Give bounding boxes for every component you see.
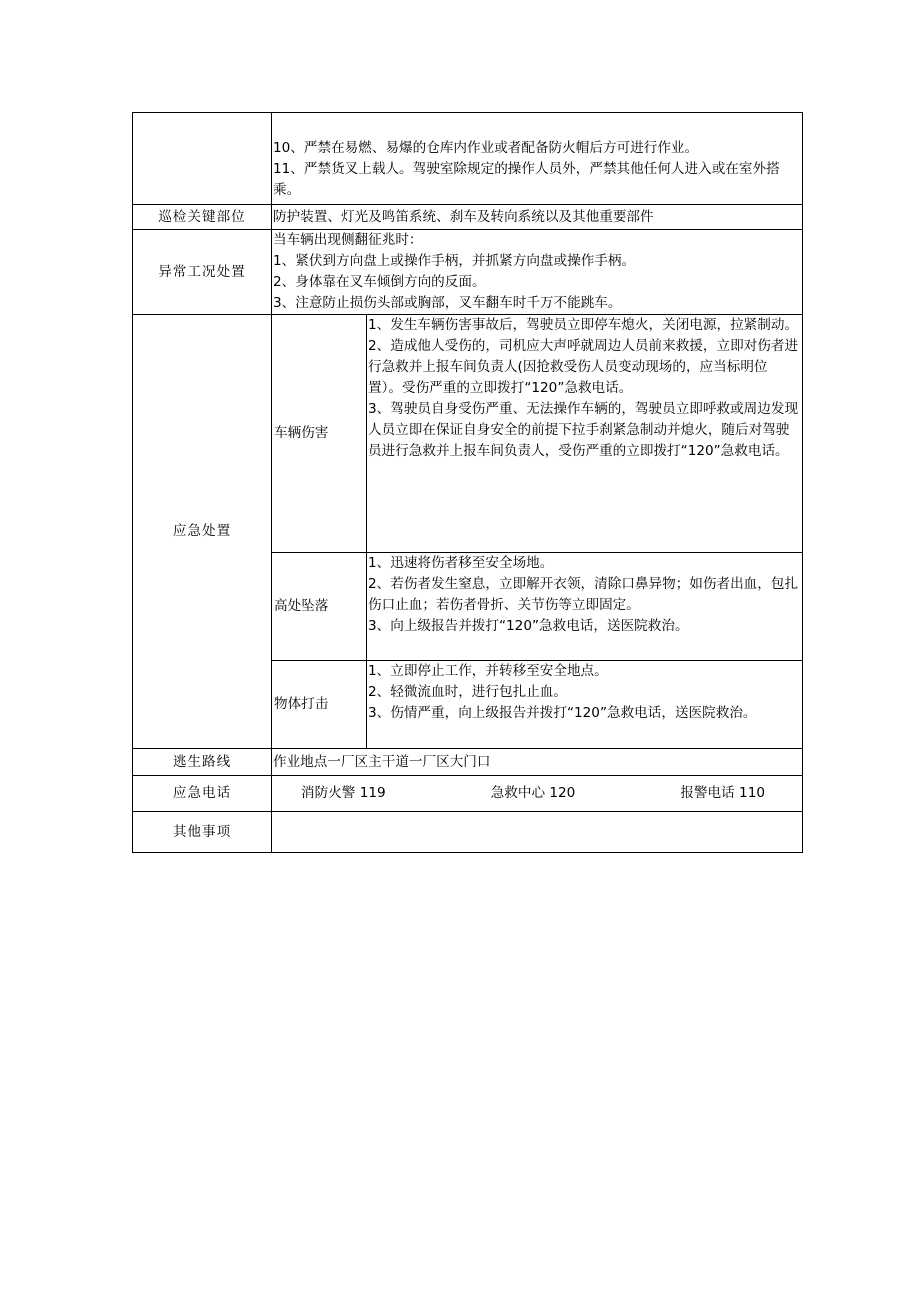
- table-row: [133, 230, 803, 315]
- table-row: [133, 113, 803, 205]
- vehicle-line: 2、造成他人受伤的，司机应大声呼就周边人员前来救援，立即对伤者进行急救并上报车间负责人(因抢救受伤人员变动现场的，应当标明位置）。受伤严重的立即拨打“120”急救电话。: [368, 338, 799, 396]
- rules-label-cell: [133, 113, 272, 205]
- fall-line: 2、若伤者发生窒息，立即解开衣领，清除口鼻异物；如伤者出血，包扎伤口止血；若伤者骨折、关节伤等立即固定。: [368, 576, 799, 613]
- phones-cell: [272, 776, 803, 812]
- fall-line: 3、向上级报告并拨打“120”急救电话，送医院救治。: [368, 618, 689, 634]
- fall-cell: [367, 553, 803, 661]
- escape-label: 逃生路线: [133, 749, 272, 776]
- fall-line: 1、迅速将伤者移至安全场地。: [368, 555, 554, 571]
- emergency-label: 应急处置: [133, 315, 272, 749]
- other-label: 其他事项: [133, 812, 272, 853]
- abnormal-cell: [272, 230, 803, 315]
- vehicle-injury-cell: [367, 315, 803, 553]
- table-row: [133, 812, 803, 853]
- strike-line: 1、立即停止工作，并转移至安全地点。: [368, 663, 608, 679]
- vehicle-line: 1、发生车辆伤害事故后，驾驶员立即停车熄火，关闭电源，拉紧制动。: [368, 317, 799, 333]
- phones-label: 应急电话: [133, 776, 272, 812]
- strike-cell: [367, 661, 803, 749]
- other-value: [272, 812, 803, 853]
- abnormal-line: 3、注意防止损伤头部或胸部，叉车翻车时千万不能跳车。: [273, 295, 622, 311]
- abnormal-line: 1、紧伏到方向盘上或操作手柄，并抓紧方向盘或操作手柄。: [273, 253, 636, 269]
- abnormal-line: 当车辆出现侧翻征兆时：: [273, 232, 423, 248]
- table-row: [133, 315, 803, 553]
- fire-phone: 消防火警 119: [301, 785, 386, 801]
- inspection-value: 防护装置、灯光及鸣笛系统、刹车及转向系统以及其他重要部件: [272, 205, 803, 230]
- safety-table: [132, 112, 803, 853]
- escape-route: 作业地点一厂区主干道一厂区大门口: [272, 749, 803, 776]
- strike-line: 3、伤情严重，向上级报告并拨打“120”急救电话，送医院救治。: [368, 705, 757, 721]
- strike-label: 物体打击: [272, 661, 367, 749]
- phones-list: [273, 783, 801, 804]
- rule-11: 11、严禁货叉上载人。驾驶室除规定的操作人员外，严禁其他任何人进入或在室外搭乘。: [273, 161, 780, 198]
- police-phone: 报警电话 110: [680, 785, 765, 801]
- table-row: [133, 205, 803, 230]
- fall-label: 高处坠落: [272, 553, 367, 661]
- rescue-phone: 急救中心 120: [490, 785, 576, 801]
- rule-10: 10、严禁在易燃、易爆的仓库内作业或者配备防火帽后方可进行作业。: [273, 140, 699, 156]
- strike-line: 2、轻微流血时，进行包扎止血。: [368, 684, 567, 700]
- abnormal-label: 异常工况处置: [133, 230, 272, 315]
- vehicle-injury-label: 车辆伤害: [272, 315, 367, 553]
- table-row: [133, 776, 803, 812]
- vehicle-line: 3、驾驶员自身受伤严重、无法操作车辆的，驾驶员立即呼救或周边发现人员立即在保证自身安全的前提下拉手刹紧急制动并熄火，随后对驾驶员进行急救并上报车间负责人，受伤严重的立即拨打“120”急救电话。: [368, 401, 799, 459]
- rules-cell: [272, 113, 803, 205]
- safety-card: [132, 112, 802, 853]
- abnormal-line: 2、身体靠在叉车倾倒方向的反面。: [273, 274, 486, 290]
- table-row: [133, 749, 803, 776]
- inspection-label: 巡检关键部位: [133, 205, 272, 230]
